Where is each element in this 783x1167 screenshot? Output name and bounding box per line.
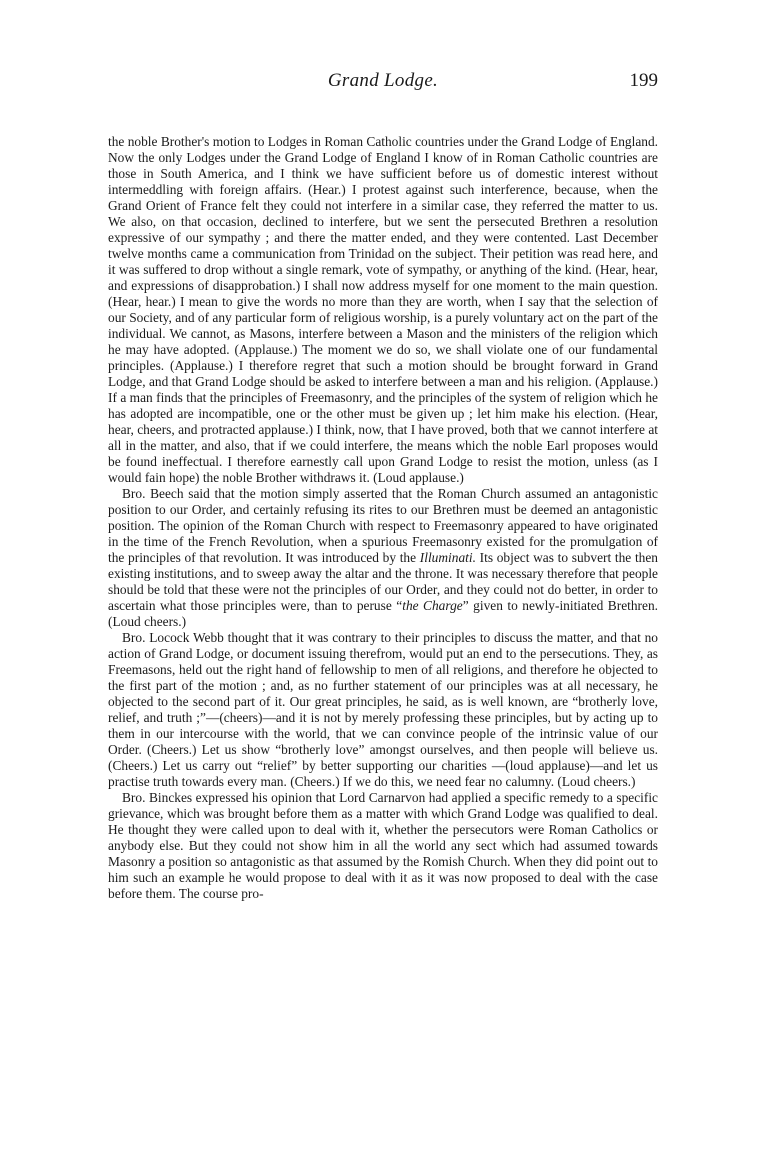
body-text xyxy=(108,134,658,902)
paragraph-text: Bro. Locock Webb thought that it was contrary to their principles to discuss the matter, and that no action of Grand Lodge, or document issuing therefrom, would put an end to the persecutions. They, as Freemasons, held out the right hand of fellowship to men of all religions, and therefore he objected to the first part of the motion ; and, as no further statement of our principles was at all necessary, he objected to the second part of it. Our great principles, he said, as is well known, are “brotherly love, relief, and truth ;”—(cheers)—and it is not by merely professing these principles, but by acting up to them in our intercourse with the world, that we can convince people of the intrinsic value of our Order. (Cheers.) Let us show “brotherly love” amongst ourselves, and then people will believe us. (Cheers.) Let us carry out “relief” by better supporting our charities —(loud applause)—and let us practise truth towards every man. (Cheers.) If we do this, we need fear no calumny. (Loud cheers.) xyxy=(108,630,658,789)
paragraph-bro-beech xyxy=(108,486,658,630)
paragraph-bro-binckes xyxy=(108,790,658,902)
paragraph-text: ” given to newly-initiated Brethren. (Loud cheers.) xyxy=(108,598,659,629)
page-number: 199 xyxy=(629,70,658,91)
italic-text: the Charge xyxy=(402,598,463,613)
paragraph-text: Its object was to subvert the then existing institutions, and to sweep away the altar and the throne. It was necessary therefore that people should be told that these were not the principles of our Order, and they could not do better, in order to ascertain what those principles were, than to peruse “ xyxy=(108,550,658,613)
paragraph-text: the noble Brother's motion to Lodges in Roman Catholic countries under the Grand Lodge of England. Now the only Lodges under the Grand Lodge of England I know of in Roman Catholic countries are those in South America, and I think we have sufficient before us of domestic interest without intermeddling with foreign affairs. (Hear.) I protest against such interference, because, when the Grand Orient of France felt they could not interfere in a similar case, they referred the matter to us. We also, on that occasion, declined to interfere, but we sent the persecuted Brethren a resolution expressive of our sympathy ; and there the matter ended, and they were contented. Last December twelve months came a communication from Trinidad on the subject. Their petition was read here, and it was suffered to drop without a single remark, vote of sympathy, or anything of the kind. (Hear, hear, and expressions of disapprobation.) I shall now address myself for one moment to the main question. (Hear, hear.) I mean to give the words no more than they are worth, when I say that the selection of our Society, and of any particular form of religious worship, is a purely voluntary act on the part of the individual. We cannot, as Masons, interfere between a Mason and the ministers of the religion which he may have adopted. (Applause.) The moment we do so, we shall violate one of our fundamental principles. (Applause.) I therefore regret that such a motion should be brought forward in Grand Lodge, and that Grand Lodge should be asked to interfere between a man and his religion. (Applause.) If a man finds that the principles of Freemasonry, and the principles of the system of religion which he has adopted are incompatible, one or the other must be given up ; let him make his election. (Hear, hear, cheers, and protracted applause.) I think, now, that I have proved, both that we cannot interfere at all in the matter, and also, that if we could interfere, the means which the noble Earl proposes would be found ineffectual. I therefore earnestly call upon Grand Lodge to resist the motion, unless (as I would fain hope) the noble Brother withdraws it. (Loud applause.) xyxy=(108,134,658,485)
paragraph-bro-locock-webb xyxy=(108,630,658,790)
paragraph-text: Bro. Binckes expressed his opinion that Lord Carnarvon had applied a specific remedy to a specific grievance, which was brought before them as a matter with which Grand Lodge was qualified to deal. He thought they were called upon to deal with it, whether the persecutors were Roman Catholics or anybody else. But they could not show him in all the world any sect which had assumed towards Masonry a position so antagonistic as that assumed by the Romish Church. When they did point out to him such an example he would propose to deal with it as it was now proposed to deal with the case before them. The course pro- xyxy=(108,790,658,901)
running-head xyxy=(108,70,658,100)
paragraph-continuation xyxy=(108,134,658,486)
running-title: Grand Lodge. xyxy=(327,70,439,91)
paragraph-text: Bro. Beech said that the motion simply asserted that the Roman Church assumed an antagonistic position to our Order, and certainly refusing its rites to our Brethren must be deemed an antagonistic position. The opinion of the Roman Church with respect to Freemasonry appeared to have originated in the time of the French Revolution, when a spurious Freemasonry existed for the promulgation of the principles of that revolution. It was introduced by the xyxy=(108,486,658,565)
italic-text: Illuminati. xyxy=(419,550,476,565)
